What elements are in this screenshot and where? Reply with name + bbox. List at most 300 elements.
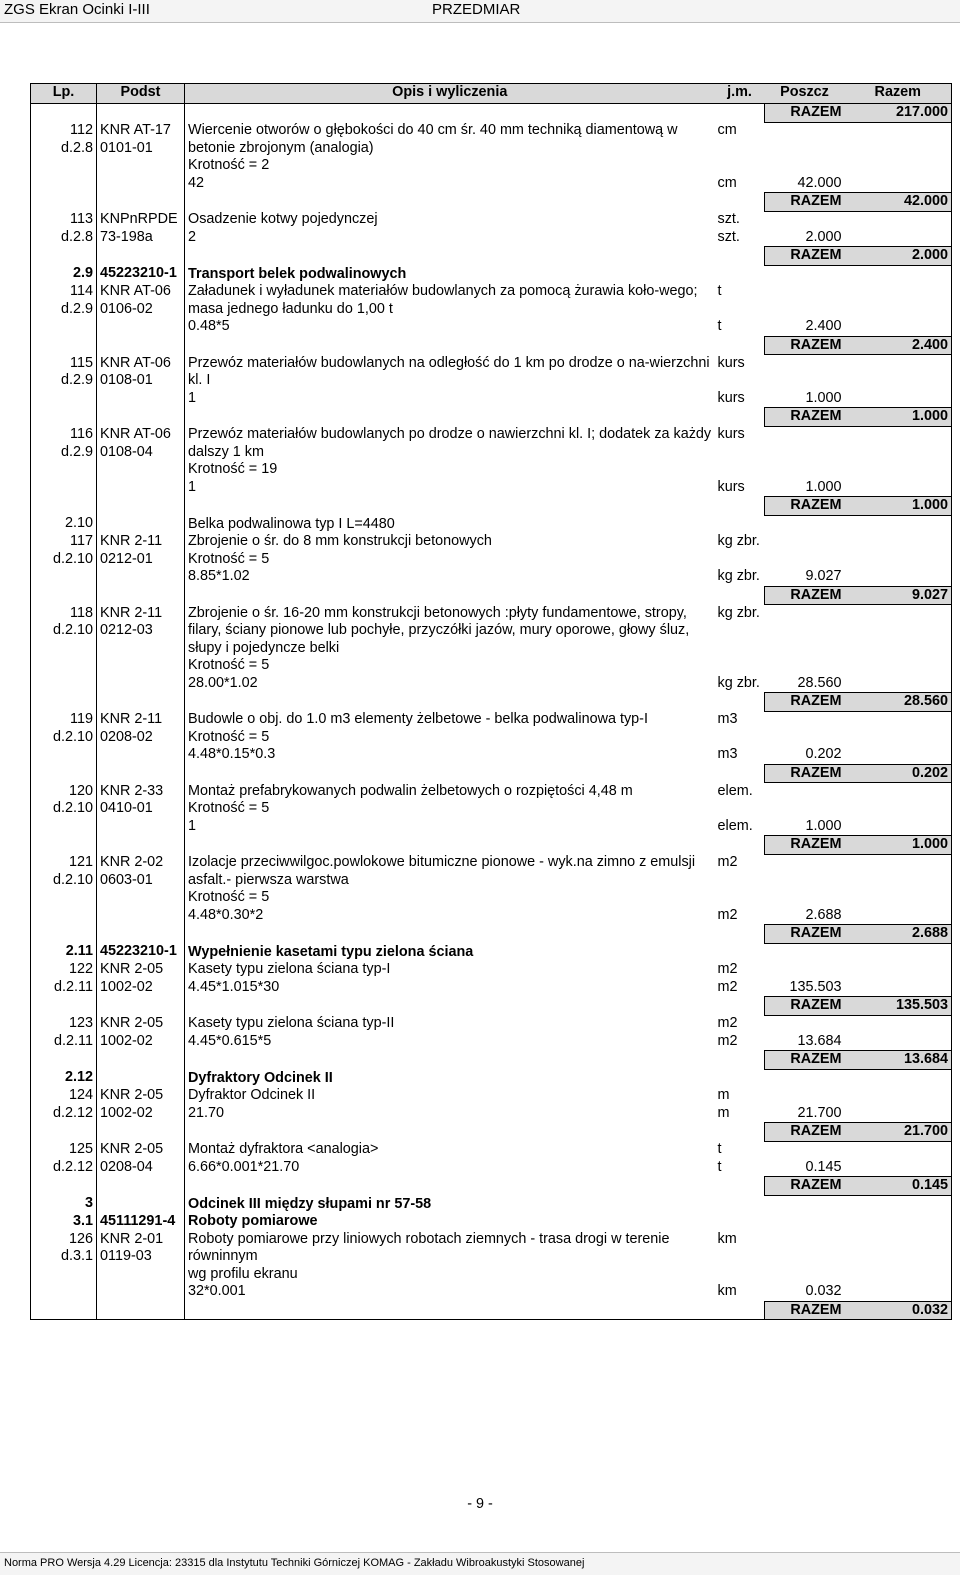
section-title: Transport belek podwalinowych bbox=[188, 265, 407, 282]
item-description: Kasety typu zielona ściana typ-II bbox=[188, 1015, 395, 1031]
item-blank bbox=[765, 711, 845, 729]
calc-unit: km bbox=[717, 1283, 737, 1299]
col-header-opis: Opis i wyliczenia bbox=[185, 84, 715, 104]
sum-label: RAZEM bbox=[765, 247, 845, 266]
sum-spacer bbox=[185, 1123, 715, 1142]
item-lp: 124 bbox=[68, 1087, 93, 1103]
sum-spacer bbox=[715, 925, 765, 944]
section-empty bbox=[845, 265, 952, 283]
sum-spacer bbox=[31, 764, 97, 783]
sum-spacer bbox=[185, 925, 715, 944]
item-row bbox=[31, 1087, 952, 1105]
item-basis-catalog: KNR 2-11 bbox=[100, 711, 163, 727]
sum-spacer bbox=[31, 925, 97, 944]
calc-expression: 2 bbox=[188, 228, 197, 245]
sum-row bbox=[31, 693, 952, 712]
item-basis-catalog: KNR AT-06 bbox=[100, 283, 171, 299]
section-number: 2.10 bbox=[31, 515, 97, 533]
calc-unit bbox=[715, 157, 765, 175]
item-unit: cm bbox=[717, 122, 737, 138]
item-blank-total bbox=[845, 1015, 952, 1033]
item-blank-total bbox=[845, 283, 952, 318]
software-footer bbox=[0, 1552, 960, 1575]
item-lp: 118 bbox=[70, 604, 93, 621]
calc-blank bbox=[845, 818, 952, 836]
item-basis-table: 0101-01 bbox=[100, 139, 153, 156]
item-basis bbox=[97, 605, 185, 693]
item-basis bbox=[97, 355, 185, 408]
sum-value: 1.000 bbox=[845, 836, 952, 855]
item-blank bbox=[765, 961, 845, 979]
item-basis-table: 0410-01 bbox=[100, 800, 153, 816]
item-basis-table: 1002-02 bbox=[100, 1032, 153, 1049]
calc-blank bbox=[845, 1283, 952, 1301]
sum-row bbox=[31, 1051, 952, 1070]
sum-spacer bbox=[715, 836, 765, 855]
sum-label: RAZEM bbox=[765, 497, 845, 516]
calc-expression: 4.45*1.015*30 bbox=[188, 978, 280, 995]
sum-spacer bbox=[31, 408, 97, 427]
calc-unit: szt. bbox=[717, 228, 740, 245]
sum-spacer bbox=[97, 836, 185, 855]
item-lp: 122 bbox=[68, 961, 93, 977]
item-basis-catalog: KNR AT-06 bbox=[100, 354, 171, 371]
sum-spacer bbox=[31, 693, 97, 712]
sum-row bbox=[31, 336, 952, 355]
section-code: 45223210-1 bbox=[97, 943, 185, 961]
item-unit: kg zbr. bbox=[717, 533, 760, 549]
item-description: Wiercenie otworów o głębokości do 40 cm śr. 40 mm techniką diamentową w betonie zbrojonym (analogia) bbox=[188, 122, 678, 156]
item-lp: 126 bbox=[68, 1230, 93, 1247]
calc-expression: Krotność = 5 bbox=[188, 889, 270, 905]
sum-spacer bbox=[715, 693, 765, 712]
sum-row bbox=[31, 1301, 952, 1320]
section-empty bbox=[845, 1195, 952, 1213]
sum-value: 217.000 bbox=[845, 104, 952, 123]
calc-blank bbox=[845, 479, 952, 497]
item-ref: d.2.12 bbox=[52, 1158, 93, 1175]
sum-spacer bbox=[185, 764, 715, 783]
item-lp: 112 bbox=[70, 122, 93, 138]
sum-label: RAZEM bbox=[765, 1177, 845, 1196]
item-blank bbox=[765, 854, 845, 889]
calc-value: 28.560 bbox=[797, 674, 842, 691]
item-description: Załadunek i wyładunek materiałów budowlanych za pomocą żurawia koło-wego; masa jednego ładunku do 1,00 t bbox=[188, 283, 698, 317]
sum-row bbox=[31, 764, 952, 783]
item-blank-total bbox=[845, 1087, 952, 1105]
item-number bbox=[31, 355, 97, 408]
sum-label: RAZEM bbox=[765, 1123, 845, 1142]
sum-row bbox=[31, 836, 952, 855]
calc-expression: Krotność = 19 bbox=[188, 461, 278, 477]
sum-spacer bbox=[185, 586, 715, 605]
calc-expression: 4.45*0.615*5 bbox=[188, 1032, 272, 1049]
sum-label: RAZEM bbox=[765, 193, 845, 212]
calc-expression: 4.48*0.15*0.3 bbox=[188, 746, 276, 762]
item-ref: d.2.10 bbox=[52, 728, 93, 745]
sum-spacer bbox=[31, 586, 97, 605]
item-blank-total bbox=[845, 355, 952, 390]
calc-unit bbox=[715, 729, 765, 747]
item-basis-catalog: KNPnRPDE bbox=[100, 211, 178, 227]
calc-unit: cm bbox=[717, 174, 737, 191]
item-description: Kasety typu zielona ściana typ-I bbox=[188, 961, 391, 977]
item-description: Przewóz materiałów budowlanych po drodze o nawierzchni kl. I; dodatek za każdy dalszy 1 km bbox=[188, 426, 712, 460]
section-row bbox=[31, 1069, 952, 1087]
calc-expression: 4.48*0.30*2 bbox=[188, 906, 264, 923]
sum-spacer bbox=[185, 497, 715, 516]
item-basis-table: 0108-01 bbox=[100, 372, 153, 388]
sum-spacer bbox=[185, 1177, 715, 1196]
item-basis-table: 0603-01 bbox=[100, 871, 153, 888]
item-number bbox=[31, 533, 97, 586]
sum-spacer bbox=[185, 247, 715, 266]
calc-blank bbox=[845, 551, 952, 569]
item-basis-catalog: KNR 2-11 bbox=[100, 533, 163, 549]
item-row bbox=[31, 1015, 952, 1033]
item-blank bbox=[765, 783, 845, 801]
calc-blank bbox=[845, 1159, 952, 1177]
section-number: 3 bbox=[31, 1195, 97, 1213]
sum-label: RAZEM bbox=[765, 925, 845, 944]
item-ref: d.2.10 bbox=[52, 800, 93, 816]
item-basis bbox=[97, 1231, 185, 1302]
calc-value: 135.503 bbox=[789, 978, 842, 995]
item-blank bbox=[765, 122, 845, 157]
item-basis bbox=[97, 711, 185, 764]
calc-blank bbox=[845, 729, 952, 747]
calc-expression: 28.00*1.02 bbox=[188, 674, 258, 691]
item-basis-table: 1002-02 bbox=[100, 1104, 153, 1121]
calc-blank bbox=[845, 318, 952, 336]
item-basis-table: 0208-04 bbox=[100, 1158, 153, 1175]
sum-value: 13.684 bbox=[845, 1051, 952, 1070]
calc-unit: t bbox=[717, 318, 722, 334]
item-row bbox=[31, 122, 952, 157]
sum-row bbox=[31, 247, 952, 266]
item-blank bbox=[765, 355, 845, 390]
sum-row bbox=[31, 104, 952, 123]
item-number bbox=[31, 783, 97, 836]
calc-value bbox=[765, 657, 845, 675]
item-basis bbox=[97, 533, 185, 586]
item-blank bbox=[765, 426, 845, 461]
sum-value: 1.000 bbox=[845, 497, 952, 516]
calc-expression: 32*0.001 bbox=[188, 1283, 246, 1299]
calc-unit: m2 bbox=[717, 978, 738, 995]
item-blank-total bbox=[845, 533, 952, 551]
item-row bbox=[31, 283, 952, 318]
section-number: 2.12 bbox=[31, 1069, 97, 1087]
item-lp: 113 bbox=[70, 211, 93, 227]
item-basis-table: 73-198a bbox=[100, 228, 153, 245]
item-description: Roboty pomiarowe przy liniowych robotach ziemnych - trasa drogi w terenie równinnym bbox=[188, 1230, 670, 1264]
calc-unit: m2 bbox=[717, 1032, 738, 1049]
section-row bbox=[31, 265, 952, 283]
sum-value: 9.027 bbox=[845, 586, 952, 605]
item-blank-total bbox=[845, 711, 952, 729]
calc-blank bbox=[845, 568, 952, 586]
calc-value: 2.400 bbox=[805, 318, 842, 334]
calc-blank bbox=[845, 746, 952, 764]
item-blank-total bbox=[845, 211, 952, 229]
calc-blank bbox=[845, 175, 952, 193]
sum-spacer bbox=[185, 1051, 715, 1070]
item-blank-total bbox=[845, 854, 952, 889]
item-description: Zbrojenie o śr. do 8 mm konstrukcji betonowych bbox=[188, 533, 492, 549]
calc-unit bbox=[715, 889, 765, 907]
item-number bbox=[31, 211, 97, 247]
item-basis-catalog: KNR AT-17 bbox=[100, 122, 171, 138]
sum-spacer bbox=[31, 836, 97, 855]
item-basis bbox=[97, 122, 185, 193]
item-basis-table: 0108-04 bbox=[100, 443, 153, 460]
sum-label: RAZEM bbox=[765, 1301, 845, 1320]
calc-unit: kg zbr. bbox=[717, 674, 760, 691]
calc-value bbox=[765, 729, 845, 747]
calc-blank bbox=[845, 461, 952, 479]
sum-label: RAZEM bbox=[765, 586, 845, 605]
section-row bbox=[31, 515, 952, 533]
section-code: 45111291-4 bbox=[97, 1213, 185, 1231]
sum-spacer bbox=[185, 836, 715, 855]
item-description: Montaż dyfraktora <analogia> bbox=[188, 1141, 379, 1157]
item-ref: d.2.12 bbox=[52, 1104, 93, 1121]
sum-row bbox=[31, 586, 952, 605]
calc-blank bbox=[845, 157, 952, 175]
item-number bbox=[31, 122, 97, 193]
item-basis-catalog: KNR 2-01 bbox=[100, 1230, 164, 1247]
calc-expression: Krotność = 5 bbox=[188, 728, 270, 745]
sum-label: RAZEM bbox=[765, 693, 845, 712]
item-ref: d.2.9 bbox=[60, 300, 93, 317]
sum-spacer bbox=[31, 1123, 97, 1142]
item-ref: d.3.1 bbox=[60, 1248, 93, 1264]
item-number bbox=[31, 1015, 97, 1051]
calc-value: 0.145 bbox=[805, 1158, 842, 1175]
item-lp: 123 bbox=[68, 1015, 93, 1031]
calc-value: 2.000 bbox=[805, 228, 842, 245]
item-basis-table: 0208-02 bbox=[100, 728, 153, 745]
calc-expression: Krotność = 5 bbox=[188, 800, 270, 816]
sum-row bbox=[31, 497, 952, 516]
item-unit: km bbox=[717, 1230, 737, 1247]
item-basis-catalog: KNR AT-06 bbox=[100, 426, 171, 442]
item-number bbox=[31, 961, 97, 997]
calc-unit: m2 bbox=[717, 906, 738, 923]
section-title: Dyfraktory Odcinek II bbox=[188, 1069, 333, 1086]
calc-expression: 21.70 bbox=[188, 1104, 225, 1121]
calc-value bbox=[765, 889, 845, 907]
item-unit: szt. bbox=[717, 211, 740, 227]
item-number bbox=[31, 1141, 97, 1177]
calc-expression: 1 bbox=[188, 389, 197, 406]
item-lp: 120 bbox=[68, 782, 93, 799]
sum-value: 135.503 bbox=[845, 997, 952, 1016]
estimate-table bbox=[30, 83, 952, 1320]
sum-spacer bbox=[715, 408, 765, 427]
calc-expression: 1 bbox=[188, 478, 197, 495]
item-ref: d.2.10 bbox=[52, 622, 93, 638]
sum-label: RAZEM bbox=[765, 408, 845, 427]
header-project-name: ZGS Ekran Ocinki I-III bbox=[4, 1, 150, 18]
item-ref: d.2.8 bbox=[60, 139, 93, 156]
item-unit: t bbox=[717, 1141, 722, 1157]
sum-value: 2.688 bbox=[845, 925, 952, 944]
calc-value: 0.202 bbox=[805, 746, 842, 762]
item-basis bbox=[97, 783, 185, 836]
section-number: 2.9 bbox=[31, 265, 97, 283]
sum-row bbox=[31, 1123, 952, 1142]
item-ref: d.2.9 bbox=[60, 372, 93, 388]
calc-unit: elem. bbox=[717, 817, 753, 834]
col-header-poszcz: Poszcz bbox=[765, 84, 845, 104]
item-basis-catalog: KNR 2-33 bbox=[100, 782, 164, 799]
item-blank bbox=[765, 1141, 845, 1159]
item-blank bbox=[765, 533, 845, 551]
calc-expression: Krotność = 5 bbox=[188, 657, 270, 673]
item-basis-catalog: KNR 2-05 bbox=[100, 1015, 164, 1031]
calc-expression: 6.66*0.001*21.70 bbox=[188, 1158, 300, 1175]
sum-spacer bbox=[97, 1123, 185, 1142]
calc-value: 1.000 bbox=[805, 389, 842, 406]
sum-row bbox=[31, 408, 952, 427]
item-blank bbox=[765, 1087, 845, 1105]
col-header-jm: j.m. bbox=[715, 84, 765, 104]
sum-spacer bbox=[97, 997, 185, 1016]
sum-row bbox=[31, 193, 952, 212]
sum-value: 28.560 bbox=[845, 693, 952, 712]
item-row bbox=[31, 854, 952, 889]
calc-expression: 8.85*1.02 bbox=[188, 568, 250, 584]
item-unit: t bbox=[717, 283, 722, 299]
calc-expression: Krotność = 5 bbox=[188, 550, 270, 567]
calc-value: 2.688 bbox=[805, 906, 842, 923]
sum-label: RAZEM bbox=[765, 1051, 845, 1070]
calc-blank bbox=[845, 1266, 952, 1284]
sum-spacer bbox=[715, 764, 765, 783]
item-description: Przewóz materiałów budowlanych na odległość do 1 km po drodze o na-wierzchni kl. I bbox=[188, 354, 710, 388]
sum-value: 0.145 bbox=[845, 1177, 952, 1196]
item-unit: kurs bbox=[717, 426, 745, 442]
sum-value: 42.000 bbox=[845, 193, 952, 212]
sum-spacer bbox=[31, 193, 97, 212]
sum-spacer bbox=[97, 193, 185, 212]
item-basis-table: 0212-03 bbox=[100, 622, 153, 638]
calc-blank bbox=[845, 657, 952, 675]
calc-unit: t bbox=[717, 1158, 722, 1175]
sum-spacer bbox=[31, 997, 97, 1016]
calc-blank bbox=[845, 889, 952, 907]
item-row bbox=[31, 1141, 952, 1159]
item-unit: m2 bbox=[717, 854, 738, 870]
item-row bbox=[31, 1231, 952, 1266]
item-lp: 115 bbox=[70, 354, 93, 371]
item-row bbox=[31, 605, 952, 658]
item-lp: 121 bbox=[68, 854, 93, 870]
sum-spacer bbox=[97, 925, 185, 944]
calc-unit: m bbox=[717, 1104, 730, 1121]
section-code bbox=[97, 515, 185, 533]
item-basis-table: 1002-02 bbox=[100, 978, 153, 995]
sum-spacer bbox=[31, 1051, 97, 1070]
calc-blank bbox=[845, 675, 952, 693]
sum-value: 21.700 bbox=[845, 1123, 952, 1142]
calc-unit bbox=[715, 657, 765, 675]
sum-label: RAZEM bbox=[765, 997, 845, 1016]
calc-unit bbox=[715, 461, 765, 479]
item-row bbox=[31, 355, 952, 390]
item-blank-total bbox=[845, 783, 952, 801]
calc-value: 21.700 bbox=[797, 1104, 842, 1121]
item-ref: d.2.11 bbox=[54, 1032, 93, 1049]
item-lp: 125 bbox=[68, 1141, 93, 1157]
item-basis bbox=[97, 1087, 185, 1123]
item-unit: m3 bbox=[717, 711, 738, 727]
sum-value: 1.000 bbox=[845, 408, 952, 427]
item-blank bbox=[765, 211, 845, 229]
item-ref: d.2.9 bbox=[60, 443, 93, 460]
item-ref: d.2.10 bbox=[52, 871, 93, 888]
calc-expression: 42 bbox=[188, 174, 205, 191]
calc-expression: Krotność = 2 bbox=[188, 157, 270, 173]
item-description: Osadzenie kotwy pojedynczej bbox=[188, 211, 378, 227]
item-description: Izolacje przeciwwilgoc.powlokowe bitumiczne pionowe - wyk.na zimno z emulsji asfalt.- pierwsza warstwa bbox=[188, 854, 696, 888]
sum-spacer bbox=[97, 408, 185, 427]
sum-label: RAZEM bbox=[765, 764, 845, 783]
item-unit: elem. bbox=[717, 782, 753, 799]
item-row bbox=[31, 533, 952, 551]
item-lp: 116 bbox=[70, 426, 93, 442]
item-lp: 114 bbox=[70, 283, 93, 299]
item-blank-total bbox=[845, 122, 952, 157]
item-description: Dyfraktor Odcinek II bbox=[188, 1087, 316, 1103]
calc-unit bbox=[715, 800, 765, 818]
section-code bbox=[97, 1195, 185, 1213]
sum-spacer bbox=[31, 1177, 97, 1196]
item-unit: kurs bbox=[717, 354, 745, 371]
section-title: Belka podwalinowa typ I L=4480 bbox=[188, 515, 395, 532]
item-blank bbox=[765, 1015, 845, 1033]
section-title: Odcinek III między słupami nr 57-58 bbox=[188, 1195, 432, 1212]
document-header bbox=[0, 0, 960, 23]
item-ref: d.2.8 bbox=[60, 228, 93, 245]
sum-spacer bbox=[715, 997, 765, 1016]
col-header-razem: Razem bbox=[845, 84, 952, 104]
sum-spacer bbox=[185, 1301, 715, 1320]
section-title: Roboty pomiarowe bbox=[188, 1213, 318, 1229]
sum-row bbox=[31, 925, 952, 944]
sum-spacer bbox=[185, 408, 715, 427]
sum-spacer bbox=[31, 247, 97, 266]
item-blank bbox=[765, 1231, 845, 1266]
calc-unit: m3 bbox=[717, 746, 738, 762]
calc-blank bbox=[845, 1105, 952, 1123]
sum-spacer bbox=[97, 764, 185, 783]
item-blank bbox=[765, 605, 845, 658]
item-row bbox=[31, 783, 952, 801]
sum-label: RAZEM bbox=[765, 836, 845, 855]
calc-expression: wg profilu ekranu bbox=[188, 1265, 298, 1282]
item-unit: kg zbr. bbox=[717, 604, 760, 621]
sum-spacer bbox=[31, 1301, 97, 1320]
calc-unit: kurs bbox=[717, 389, 745, 406]
calc-value: 0.032 bbox=[805, 1283, 842, 1299]
sum-spacer bbox=[31, 497, 97, 516]
item-description: Zbrojenie o śr. 16-20 mm konstrukcji betonowych :płyty fundamentowe, stropy, filary, ściany pionowe lub pochyłe, przyczółki jazów, mury oporowe, głowy śluz, słupy i pojedyncze belki bbox=[188, 604, 690, 656]
sum-spacer bbox=[185, 336, 715, 355]
section-row bbox=[31, 1213, 952, 1231]
